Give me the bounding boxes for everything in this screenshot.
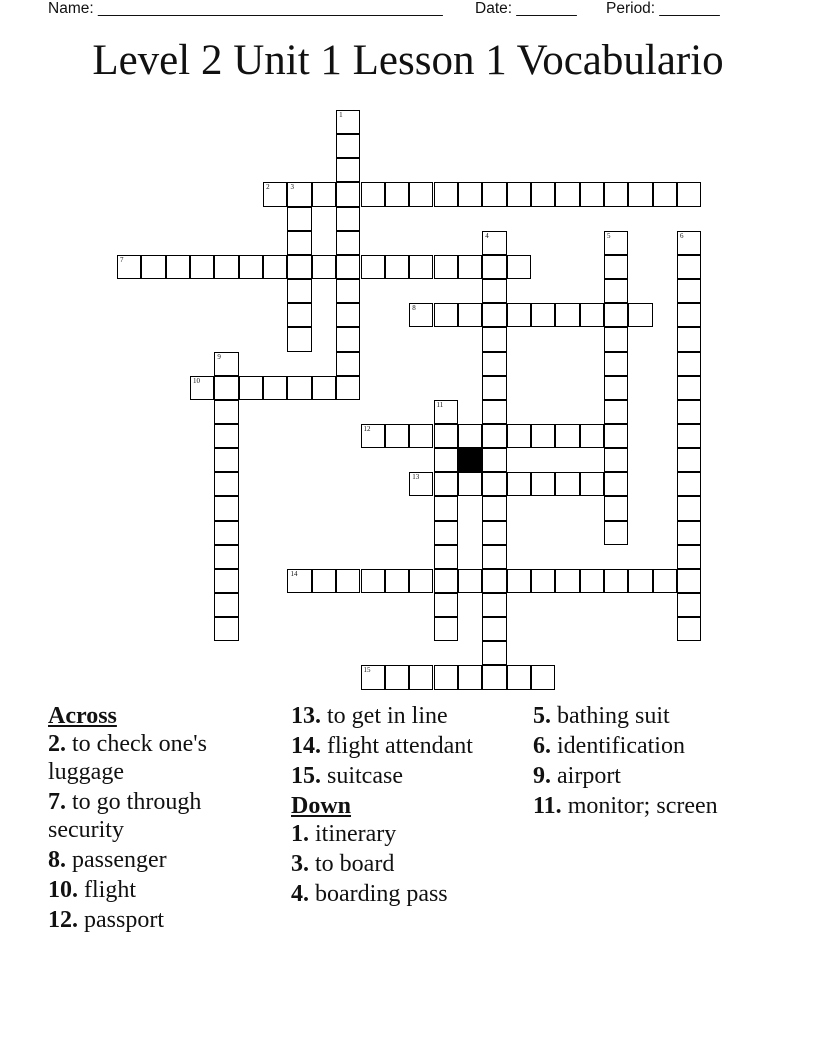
crossword-cell[interactable] [458,303,482,327]
crossword-cell[interactable] [409,665,433,689]
clue-down-4: 4. boarding pass [291,881,448,907]
crossword-cell[interactable] [385,255,409,279]
crossword-cell[interactable] [482,255,506,279]
clue-number-label: 13 [412,473,420,482]
crossword-cell[interactable] [482,521,506,545]
crossword-cell[interactable] [361,424,385,448]
crossword-cell[interactable] [336,352,360,376]
clue-down-3: 3. to board [291,851,395,877]
crossword-cell[interactable] [214,448,238,472]
crossword-cell[interactable] [312,569,336,593]
crossword-cell[interactable] [677,327,701,351]
crossword-cell[interactable] [482,617,506,641]
clue-across-8: 8. passenger [48,847,167,873]
crossword-cell[interactable] [214,472,238,496]
crossword-cell[interactable] [677,376,701,400]
crossword-cell[interactable] [312,182,336,206]
name-field[interactable]: Name: ________________________________________ [48,0,443,17]
crossword-cell[interactable] [604,279,628,303]
crossword-cell[interactable] [677,545,701,569]
clue-across-13: 13. to get in line [291,703,448,729]
crossword-cell[interactable] [190,376,214,400]
crossword-cell[interactable] [361,665,385,689]
across-heading: Across [48,703,117,729]
crossword-cell[interactable] [336,182,360,206]
crossword-cell[interactable] [312,255,336,279]
crossword-cell[interactable] [482,448,506,472]
crossword-cell[interactable] [677,521,701,545]
crossword-cell[interactable] [336,207,360,231]
crossword-cell[interactable] [555,303,579,327]
crossword-cell[interactable] [482,400,506,424]
crossword-cell[interactable] [482,593,506,617]
crossword-cell[interactable] [482,182,506,206]
clue-down-11: 11. monitor; screen [533,793,718,819]
crossword-cell[interactable] [287,279,311,303]
crossword-cell[interactable] [409,424,433,448]
crossword-cell[interactable] [409,182,433,206]
crossword-cell[interactable] [458,424,482,448]
crossword-cell[interactable] [507,472,531,496]
crossword-cell[interactable] [507,303,531,327]
clue-across-12: 12. passport [48,907,164,933]
crossword-cell[interactable] [287,182,311,206]
crossword-cell[interactable] [677,400,701,424]
crossword-cell[interactable] [458,472,482,496]
crossword-cell[interactable] [531,472,555,496]
crossword-cell[interactable] [604,521,628,545]
crossword-cell[interactable] [239,255,263,279]
crossword-cell[interactable] [434,496,458,520]
crossword-cell[interactable] [604,352,628,376]
crossword-cell[interactable] [458,665,482,689]
crossword-cell[interactable] [677,182,701,206]
crossword-cell[interactable] [531,569,555,593]
crossword-cell[interactable] [507,182,531,206]
crossword-cell[interactable] [604,448,628,472]
crossword-cell[interactable] [287,569,311,593]
crossword-cell[interactable] [336,327,360,351]
crossword-cell[interactable] [677,472,701,496]
clue-down-9: 9. airport [533,763,621,789]
crossword-cell[interactable] [580,424,604,448]
clue-number-label: 8 [412,304,416,313]
page-title: Level 2 Unit 1 Lesson 1 Vocabulario [92,37,724,84]
clue-across-10: 10. flight [48,877,136,903]
crossword-cell[interactable] [434,255,458,279]
crossword-cell[interactable] [604,472,628,496]
crossword-cell[interactable] [214,424,238,448]
crossword-cell[interactable] [263,376,287,400]
crossword-cell[interactable] [580,182,604,206]
crossword-cell[interactable] [580,303,604,327]
crossword-cell[interactable] [677,231,701,255]
clue-number-label: 3 [290,183,294,192]
crossword-cell[interactable] [458,255,482,279]
crossword-cell[interactable] [677,496,701,520]
crossword-cell[interactable] [434,545,458,569]
crossword-cell[interactable] [653,569,677,593]
crossword-cell[interactable] [482,641,506,665]
clue-down-6: 6. identification [533,733,685,759]
crossword-cell[interactable] [214,617,238,641]
crossword-cell[interactable] [214,352,238,376]
crossword-cell[interactable] [434,569,458,593]
crossword-cell[interactable] [604,303,628,327]
clue-number-label: 7 [120,255,124,264]
crossword-cell[interactable] [336,134,360,158]
crossword-cell[interactable] [336,158,360,182]
crossword-cell[interactable] [434,665,458,689]
crossword-cell[interactable] [531,182,555,206]
crossword-cell[interactable] [677,569,701,593]
crossword-cell[interactable] [434,400,458,424]
crossword-cell[interactable] [482,376,506,400]
period-field[interactable]: Period: _______ [606,0,720,17]
crossword-cell[interactable] [653,182,677,206]
crossword-cell[interactable] [409,569,433,593]
crossword-cell[interactable] [336,376,360,400]
crossword-cell[interactable] [580,569,604,593]
clue-column-2 [291,702,521,910]
crossword-cell[interactable] [531,665,555,689]
clue-number-label: 5 [607,231,611,240]
clue-number-label: 9 [217,352,221,361]
clue-number-label: 6 [680,231,684,240]
crossword-cell[interactable] [677,593,701,617]
crossword-cell[interactable] [482,231,506,255]
clue-across-15: 15. suitcase [291,763,403,789]
crossword-cell[interactable] [482,327,506,351]
crossword-cell[interactable] [385,665,409,689]
crossword-cell[interactable] [580,472,604,496]
crossword-cell[interactable] [628,303,652,327]
crossword-cell[interactable] [239,376,263,400]
crossword-cell[interactable] [336,569,360,593]
crossword-cell[interactable] [287,231,311,255]
crossword-cell[interactable] [677,448,701,472]
crossword-cell[interactable] [628,182,652,206]
clue-number-label: 11 [436,400,444,409]
crossword-cell[interactable] [458,569,482,593]
crossword-cell[interactable] [263,255,287,279]
crossword-cell[interactable] [482,352,506,376]
crossword-cell[interactable] [677,352,701,376]
clue-number-label: 1 [339,111,343,119]
crossword-cell[interactable] [214,400,238,424]
crossword-cell[interactable] [677,303,701,327]
crossword-cell[interactable] [677,255,701,279]
clue-down-5: 5. bathing suit [533,703,670,729]
crossword-cell[interactable] [604,182,628,206]
crossword-cell[interactable] [482,279,506,303]
crossword-cell[interactable] [604,496,628,520]
crossword-cell[interactable] [336,231,360,255]
crossword-cell[interactable] [434,303,458,327]
crossword-cell[interactable] [604,400,628,424]
crossword-cell[interactable] [287,376,311,400]
crossword-cell[interactable] [336,279,360,303]
crossword-cell[interactable] [507,424,531,448]
crossword-cell[interactable] [385,424,409,448]
crossword-cell[interactable] [482,303,506,327]
crossword-cell[interactable] [214,545,238,569]
crossword-cell[interactable] [458,182,482,206]
crossword-cell[interactable] [604,569,628,593]
crossword-cell[interactable] [604,424,628,448]
crossword-cell[interactable] [482,569,506,593]
crossword-cell[interactable] [604,255,628,279]
clue-number-label: 15 [363,666,371,675]
crossword-cell[interactable] [555,424,579,448]
crossword-cell[interactable] [482,496,506,520]
crossword-cell[interactable] [531,424,555,448]
crossword-cell[interactable] [385,569,409,593]
crossword-cell[interactable] [434,448,458,472]
crossword-cell[interactable] [531,303,555,327]
crossword-cell[interactable] [482,472,506,496]
crossword-cell[interactable] [677,279,701,303]
crossword-cell[interactable] [287,255,311,279]
crossword-cell[interactable] [434,617,458,641]
crossword-cell[interactable] [336,110,360,134]
crossword-cell[interactable] [409,472,433,496]
crossword-cell[interactable] [361,182,385,206]
clue-across-14: 14. flight attendant [291,733,473,759]
clue-number-label: 2 [266,183,270,192]
crossword-cell[interactable] [287,303,311,327]
crossword-cell[interactable] [555,569,579,593]
crossword-cell[interactable] [214,593,238,617]
crossword-cell[interactable] [336,255,360,279]
crossword-cell[interactable] [214,521,238,545]
clue-column-3 [533,702,753,822]
crossword-cell[interactable] [214,376,238,400]
crossword-cell[interactable] [555,472,579,496]
crossword-cell[interactable] [409,303,433,327]
clue-across-7: 7. to go through security [48,789,202,843]
clue-down-1: 1. itinerary [291,821,397,847]
crossword-block-cell [458,448,482,472]
clue-across-2: 2. to check one's luggage [48,731,207,785]
crossword-cell[interactable] [434,593,458,617]
crossword-cell[interactable] [336,303,360,327]
crossword-cell[interactable] [361,569,385,593]
crossword-cell[interactable] [604,231,628,255]
crossword-cell[interactable] [263,182,287,206]
clue-number-label: 4 [485,231,489,240]
crossword-cell[interactable] [190,255,214,279]
crossword-cell[interactable] [434,182,458,206]
clue-column-1 [48,702,273,936]
clue-number-label: 10 [193,376,201,385]
down-heading: Down [291,793,352,819]
clue-number-label: 14 [290,569,298,578]
crossword-cell[interactable] [434,424,458,448]
crossword-cell[interactable] [482,545,506,569]
crossword-cell[interactable] [287,327,311,351]
crossword-cell[interactable] [604,376,628,400]
crossword-cell[interactable] [507,665,531,689]
date-field[interactable]: Date: _______ [475,0,577,17]
crossword-cell[interactable] [312,376,336,400]
crossword-cell[interactable] [361,255,385,279]
crossword-cell[interactable] [677,424,701,448]
crossword-cell[interactable] [482,424,506,448]
crossword-cell[interactable] [214,569,238,593]
crossword-cell[interactable] [604,327,628,351]
crossword-cell[interactable] [482,665,506,689]
crossword-cell[interactable] [555,182,579,206]
crossword-cell[interactable] [677,617,701,641]
crossword-cell[interactable] [117,255,141,279]
crossword-cell[interactable] [385,182,409,206]
crossword-cell[interactable] [141,255,165,279]
crossword-cell[interactable] [287,207,311,231]
crossword-cell[interactable] [214,496,238,520]
crossword-cell[interactable] [214,255,238,279]
crossword-cell[interactable] [166,255,190,279]
crossword-cell[interactable] [434,521,458,545]
crossword-cell[interactable] [409,255,433,279]
crossword-cell[interactable] [507,569,531,593]
crossword-cell[interactable] [628,569,652,593]
crossword-cell[interactable] [434,472,458,496]
clue-number-label: 12 [363,424,371,433]
crossword-cell[interactable] [507,255,531,279]
